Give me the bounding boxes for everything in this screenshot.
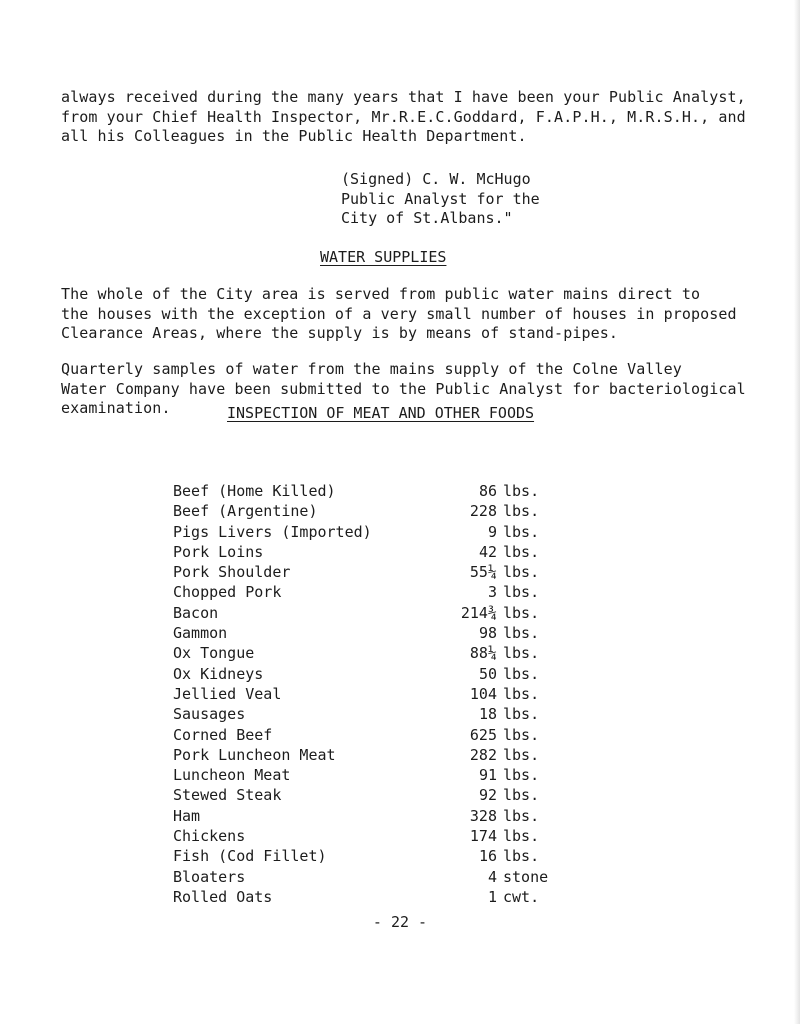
water-line: the houses with the exception of a very small number of houses in proposed: [61, 304, 737, 323]
signature-line: (Signed) C. W. McHugo: [341, 170, 531, 188]
food-item-name: Gammon: [173, 624, 228, 643]
intro-line: always received during the many years that I have been your Public Analyst,: [61, 88, 746, 106]
inspection-heading: INSPECTION OF MEAT AND OTHER FOODS: [227, 404, 535, 422]
food-item-quantity: 55¼: [469, 563, 497, 582]
food-item-unit: lbs.: [503, 482, 540, 500]
food-item-quantity: 328: [469, 806, 497, 825]
food-item-quantity: 86: [478, 482, 497, 500]
table-row: [173, 643, 633, 663]
food-item-name: Ham: [173, 806, 201, 825]
table-row: [173, 765, 633, 785]
page-number: - 22 -: [372, 913, 428, 931]
food-item-quantity: 98: [478, 624, 497, 643]
food-item-unit: lbs.: [503, 827, 540, 846]
food-item-quantity: 9: [487, 522, 497, 541]
food-item-unit: lbs.: [503, 786, 540, 805]
food-item-name: Sausages: [173, 705, 246, 724]
table-row: [173, 887, 633, 907]
food-item-unit: lbs.: [503, 563, 540, 582]
food-item-unit: lbs.: [503, 766, 540, 785]
water-line: Quarterly samples of water from the mains supply of the Colne Valley: [61, 360, 682, 378]
food-item-name: Pork Luncheon Meat: [173, 745, 336, 764]
water-supplies-heading: WATER SUPPLIES: [320, 248, 447, 266]
food-item-unit: lbs.: [503, 847, 540, 866]
table-row: [173, 785, 633, 805]
page-edge-shadow: [794, 0, 800, 1024]
table-row: [173, 846, 633, 866]
food-item-unit: lbs.: [503, 725, 540, 744]
table-row: [173, 704, 633, 724]
table-row: [173, 582, 633, 602]
food-item-unit: lbs.: [503, 745, 540, 764]
intro-line: from your Chief Health Inspector, Mr.R.E.C.Goddard, F.A.P.H., M.R.S.H., and: [61, 107, 746, 126]
food-item-unit: lbs.: [503, 684, 540, 703]
food-item-name: Ox Kidneys: [173, 664, 264, 683]
food-item-unit: lbs.: [503, 806, 540, 825]
food-item-quantity: 88¼: [469, 644, 497, 663]
food-inspection-table: [173, 481, 633, 907]
food-item-name: Chopped Pork: [173, 583, 282, 602]
intro-line: all his Colleagues in the Public Health Department.: [61, 127, 527, 145]
table-row: [173, 826, 633, 846]
food-item-quantity: 282: [469, 745, 497, 764]
food-item-name: Pork Shoulder: [173, 563, 291, 582]
food-item-quantity: 4: [487, 867, 497, 886]
water-line: examination.: [61, 399, 171, 417]
table-row: [173, 562, 633, 582]
food-item-unit: lbs.: [503, 583, 540, 602]
food-item-quantity: 91: [478, 766, 497, 785]
table-row: [173, 481, 633, 501]
food-item-quantity: 50: [478, 664, 497, 683]
food-item-unit: lbs.: [503, 542, 540, 561]
food-item-quantity: 92: [478, 786, 497, 805]
food-item-unit: lbs.: [503, 624, 540, 643]
table-row: [173, 542, 633, 562]
food-item-name: Jellied Veal: [173, 684, 282, 703]
food-item-name: Luncheon Meat: [173, 766, 291, 785]
signature-line: City of St.Albans.": [341, 209, 513, 227]
food-item-name: Bacon: [173, 603, 219, 622]
food-item-name: Beef (Home Killed): [173, 482, 336, 500]
water-line: Clearance Areas, where the supply is by means of stand-pipes.: [61, 324, 618, 342]
food-item-name: Fish (Cod Fillet): [173, 847, 327, 866]
food-item-name: Chickens: [173, 827, 246, 846]
food-item-unit: lbs.: [503, 522, 540, 541]
food-item-quantity: 18: [478, 705, 497, 724]
water-line: The whole of the City area is served from public water mains direct to: [61, 285, 701, 303]
food-item-unit: lbs.: [503, 644, 540, 663]
food-item-name: Ox Tongue: [173, 644, 255, 663]
food-item-unit: lbs.: [503, 664, 540, 683]
food-item-unit: stone: [503, 867, 549, 886]
food-item-name: Corned Beef: [173, 725, 273, 744]
food-item-unit: lbs.: [503, 705, 540, 724]
food-item-quantity: 42: [478, 542, 497, 561]
food-item-unit: lbs.: [503, 502, 540, 521]
signature-block: [341, 170, 540, 229]
table-row: [173, 745, 633, 765]
food-item-quantity: 228: [469, 502, 497, 521]
food-item-quantity: 214¾: [460, 603, 497, 622]
table-row: [173, 725, 633, 745]
food-item-quantity: 3: [487, 583, 497, 602]
food-item-quantity: 1: [487, 887, 497, 906]
food-item-quantity: 104: [469, 684, 497, 703]
food-item-name: Pork Loins: [173, 542, 264, 561]
table-row: [173, 623, 633, 643]
table-row: [173, 664, 633, 684]
food-item-unit: cwt.: [503, 887, 540, 906]
food-item-name: Stewed Steak: [173, 786, 282, 805]
food-item-name: Pigs Livers (Imported): [173, 522, 372, 541]
food-item-quantity: 16: [478, 847, 497, 866]
intro-paragraph: [61, 88, 766, 147]
food-item-unit: lbs.: [503, 603, 540, 622]
table-row: [173, 867, 633, 887]
food-item-name: Rolled Oats: [173, 887, 273, 906]
food-item-name: Bloaters: [173, 867, 246, 886]
signature-line: Public Analyst for the: [341, 189, 540, 208]
food-item-quantity: 625: [469, 725, 497, 744]
table-row: [173, 603, 633, 623]
water-paragraph-1: [61, 285, 766, 344]
food-item-name: Beef (Argentine): [173, 502, 318, 521]
table-row: [173, 522, 633, 542]
table-row: [173, 684, 633, 704]
table-row: [173, 806, 633, 826]
water-line: Water Company have been submitted to the Public Analyst for bacteriological: [61, 379, 746, 398]
food-item-quantity: 174: [469, 827, 497, 846]
table-row: [173, 501, 633, 521]
